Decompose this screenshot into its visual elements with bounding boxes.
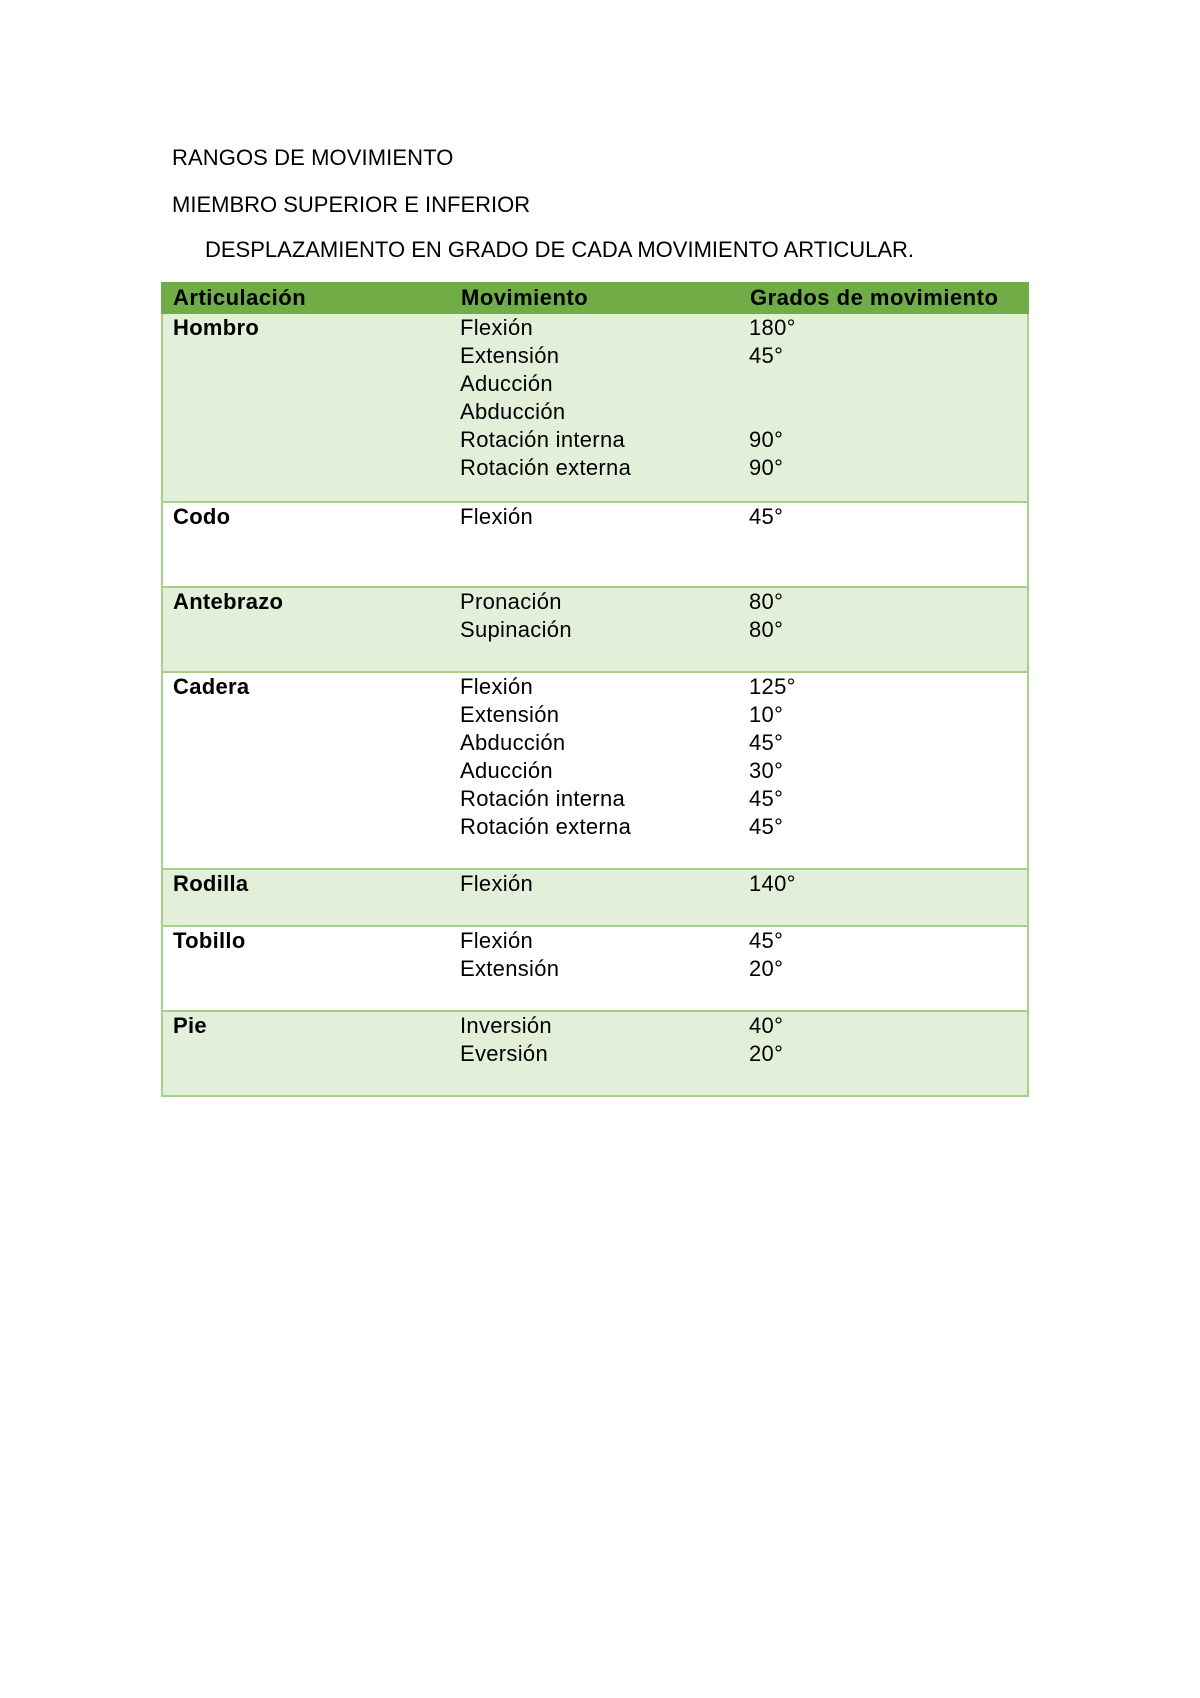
degrees-cell [739,926,1028,1011]
movement-name: Extensión [460,702,560,727]
degree-value: 80° [749,617,784,642]
degree-value: 125° [749,674,796,699]
degree-value: 90° [749,455,784,480]
joint-name: Rodilla [173,871,249,896]
movement-name: Flexión [460,871,534,896]
movement-cell [450,869,739,926]
header-joint: Articulación [162,282,450,314]
degrees-cell [739,1011,1028,1096]
degrees-cell [739,502,1028,587]
movement-name: Flexión [460,504,534,529]
joint-name: Antebrazo [173,589,284,614]
joint-cell [162,1011,450,1096]
joint-name: Pie [173,1013,207,1038]
degree-value: 45° [749,343,784,368]
range-of-motion-table [161,282,1029,1097]
movement-name: Rotación interna [460,786,626,811]
movement-name: Supinación [460,617,572,642]
degree-value: 20° [749,1041,784,1066]
movement-name: Abducción [460,399,566,424]
table-row [162,1011,1028,1096]
movement-name: Inversión [460,1013,552,1038]
movement-name: Flexión [460,315,534,340]
movement-name: Aducción [460,371,553,396]
table-row [162,672,1028,869]
joint-name: Tobillo [173,928,246,953]
joint-cell [162,314,450,502]
movement-cell [450,1011,739,1096]
degrees-cell [739,314,1028,502]
degree-value [749,370,1017,398]
movement-name: Aducción [460,758,553,783]
joint-cell [162,926,450,1011]
movement-name: Eversión [460,1041,548,1066]
joint-name: Codo [173,504,231,529]
degree-value: 10° [749,702,784,727]
degree-value: 40° [749,1013,784,1038]
table-row [162,314,1028,502]
movement-cell [450,926,739,1011]
degree-value: 90° [749,427,784,452]
movement-name: Extensión [460,343,560,368]
degree-value: 45° [749,928,784,953]
degree-value: 20° [749,956,784,981]
joint-name: Cadera [173,674,250,699]
degree-value: 180° [749,315,796,340]
movement-cell [450,672,739,869]
movement-name: Rotación externa [460,814,632,839]
degrees-cell [739,587,1028,672]
movement-name: Flexión [460,674,534,699]
range-of-motion-table-container [161,282,1027,1097]
joint-cell [162,502,450,587]
joint-cell [162,869,450,926]
joint-cell [162,672,450,869]
table-row [162,587,1028,672]
table-row [162,926,1028,1011]
degree-value: 30° [749,758,784,783]
movement-cell [450,587,739,672]
degrees-cell [739,672,1028,869]
header-movement: Movimiento [450,282,739,314]
degree-value [749,398,1017,426]
degree-value: 45° [749,730,784,755]
table-caption: DESPLAZAMIENTO EN GRADO DE CADA MOVIMIENTO ARTICULAR. [205,237,915,262]
movement-name: Abducción [460,730,566,755]
table-row [162,502,1028,587]
document-title: RANGOS DE MOVIMIENTO [172,145,454,170]
joint-cell [162,587,450,672]
degree-value: 45° [749,786,784,811]
degree-value: 140° [749,871,796,896]
movement-name: Rotación interna [460,427,626,452]
movement-name: Rotación externa [460,455,632,480]
movement-name: Extensión [460,956,560,981]
table-header-row [162,282,1028,314]
degree-value: 80° [749,589,784,614]
movement-name: Flexión [460,928,534,953]
degree-value: 45° [749,504,784,529]
movement-name: Pronación [460,589,562,614]
table-row [162,869,1028,926]
table-body [162,314,1028,1096]
degrees-cell [739,869,1028,926]
movement-cell [450,314,739,502]
degree-value: 45° [749,814,784,839]
header-degrees: Grados de movimiento [739,282,1028,314]
document-subtitle: MIEMBRO SUPERIOR E INFERIOR [172,192,531,217]
movement-cell [450,502,739,587]
joint-name: Hombro [173,315,260,340]
